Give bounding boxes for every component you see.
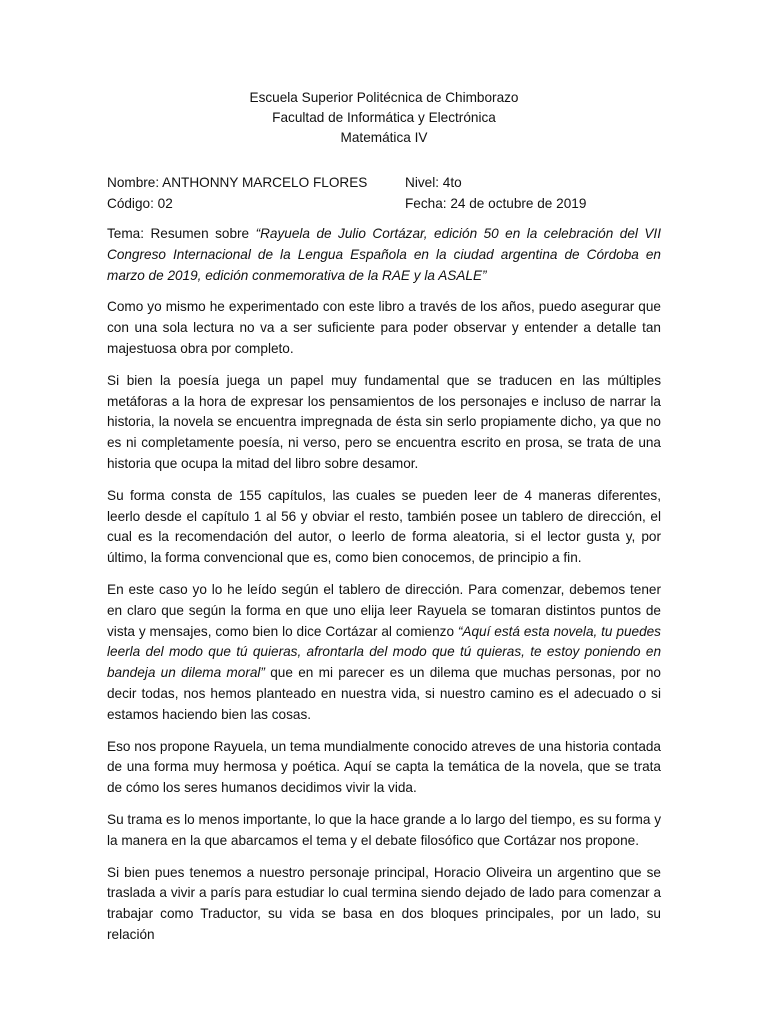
student-info-row-2 [107, 193, 661, 214]
body-paragraph-6: Su trama es lo menos importante, lo que la hace grande a lo largo del tiempo, es su forma y la manera en la que abarcamos el tema y el debate filosófico que Cortázar nos propone. [107, 811, 661, 848]
body-paragraph-4 [107, 580, 661, 726]
student-info [107, 172, 661, 214]
student-level: Nivel: 4to [405, 175, 462, 190]
body-paragraph-4-start: En este caso yo lo he leído según el tablero de dirección. Para comenzar, debemos tener en claro que según la forma en que uno elija leer Rayuela se tomaran distintos puntos de vista y mensajes, como bien lo dice Cortázar al comienzo [107, 581, 661, 639]
student-name: Nombre: ANTHONNY MARCELO FLORES [107, 175, 368, 190]
cortazar-quote: “Aquí está esta novela, tu puedes leerla del modo que tú quieras, afrontarla del modo que tú quieras, te estoy poniendo en bandeja un dilema moral” [107, 623, 661, 681]
faculty-name: Facultad de Informática y Electrónica [272, 110, 496, 125]
body-paragraph-5: Eso nos propone Rayuela, un tema mundialmente conocido atreves de una historia contada de una forma muy hermosa y poética. Aquí se capta la temática de la novela, que se trata de cómo los seres humanos decidimos vivir la vida. [107, 738, 661, 796]
body-paragraph-1: Como yo mismo he experimentado con este libro a través de los años, puedo asegurar que con una sola lectura no va a ser suficiente para poder observar y entender a detalle tan majestuosa obra por completo. [107, 299, 661, 356]
topic-title: “Rayuela de Julio Cortázar, edición 50 en la celebración del VII Congreso Internacional de la Lengua Española en la ciudad argentina de Córdoba en marzo de 2019, edición conmemorativa de la RAE y la ASALE” [107, 226, 661, 283]
body-paragraph-7: Si bien pues tenemos a nuestro personaje principal, Horacio Oliveira un argentino que se traslada a vivir a parís para estudiar lo cual termina siendo dejado de lado para comenzar a trabajar como Traductor, su vida se basa en dos bloques principales, por un lado, su relación [107, 864, 661, 942]
document-header [107, 88, 661, 148]
document-page [107, 88, 661, 957]
school-name: Escuela Superior Politécnica de Chimborazo [249, 90, 519, 105]
topic-paragraph [107, 224, 661, 286]
topic-label: Tema: Resumen sobre [107, 226, 256, 241]
submission-date: Fecha: 24 de octubre de 2019 [405, 196, 587, 211]
student-code: Código: 02 [107, 196, 173, 211]
body-paragraph-4-end: que en mi parecer es un dilema que muchas personas, por no decir todas, nos hemos planteado en nuestra vida, si nuestro camino es el adecuado o si estamos haciendo bien las cosas. [107, 665, 661, 722]
body-paragraph-2: Si bien la poesía juega un papel muy fundamental que se traducen en las múltiples metáforas a la hora de expresar los pensamientos de los personajes e incluso de narrar la historia, la novela se encuentra impregnada de ésta sin serlo propiamente dicho, ya que no es ni completamente poesía, ni verso, pero se encuentra escrito en prosa, se trata de una historia que ocupa la mitad del libro sobre desamor. [107, 372, 661, 471]
body-paragraph-3: Su forma consta de 155 capítulos, las cuales se pueden leer de 4 maneras diferentes, leerlo desde el capítulo 1 al 56 y obviar el resto, también posee un tablero de dirección, el cual es la recomendación del autor, o leerlo de forma aleatoria, si el lector gusta y, por último, la forma convencional que es, como bien conocemos, de principio a fin. [107, 487, 661, 566]
subject-name: Matemática IV [340, 130, 428, 145]
student-info-row-1 [107, 172, 661, 193]
